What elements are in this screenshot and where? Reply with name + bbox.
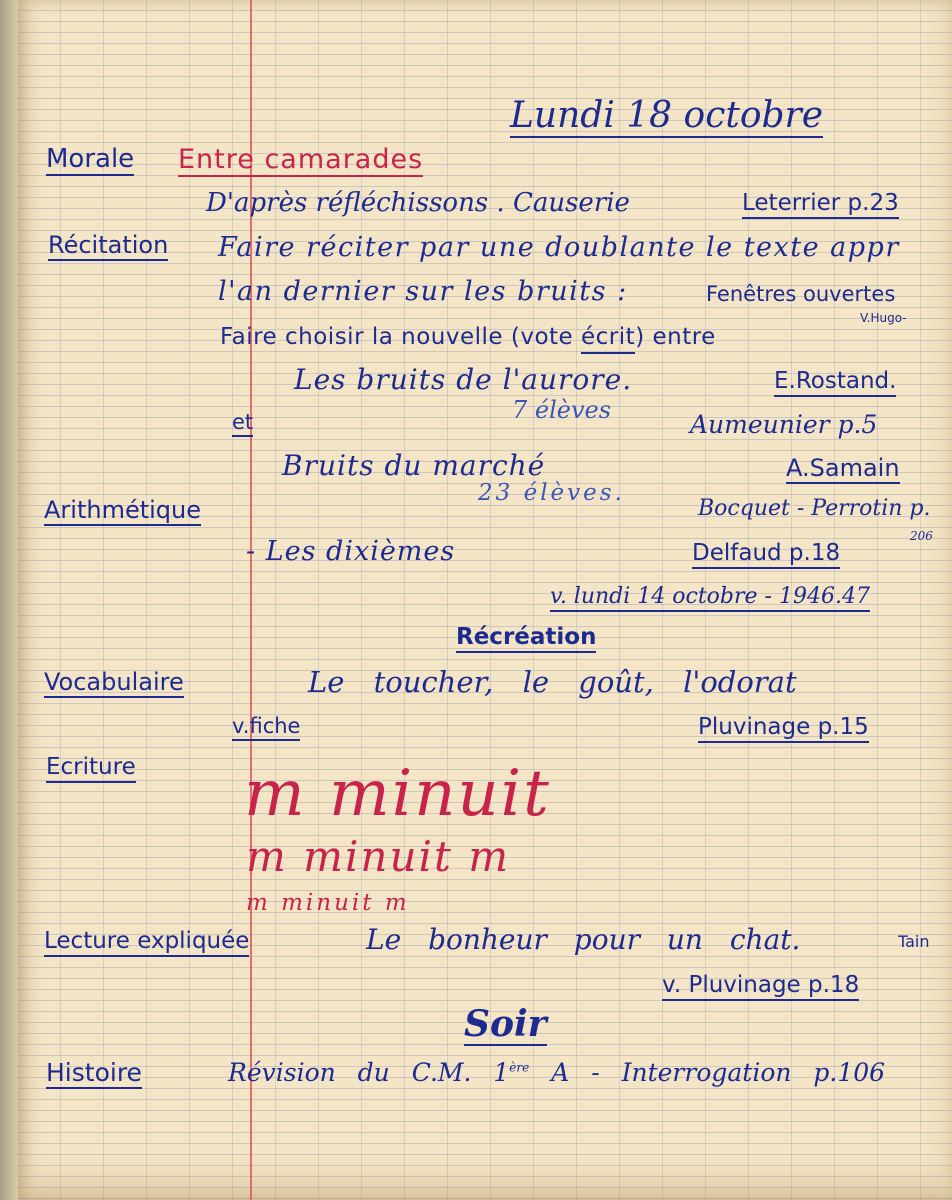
arithmetique-line: - Les dixièmes [246, 536, 456, 567]
histoire-line-a: Révision du C.M. 1 [228, 1058, 510, 1087]
recitation-line3-a: Faire choisir la nouvelle (vote [220, 324, 574, 350]
recitation-line3-c: ) entre [635, 324, 716, 350]
lecture-author: Tain [898, 932, 930, 951]
subject-ecriture: Ecriture [46, 756, 136, 783]
poem1-ref: Aumeunier p.5 [690, 410, 878, 439]
arithmetique-ref1-text: Bocquet - Perrotin p. [698, 496, 931, 521]
vocabulaire-fiche: v.fiche [232, 716, 300, 741]
poem1-author: E.Rostand. [774, 370, 896, 397]
recitation-poem-ref: Fenêtres ouvertes [706, 282, 896, 306]
lecture-ref: v. Pluvinage p.18 [662, 974, 859, 1001]
recitation-line1: Faire réciter par une doublante le texte appr [218, 232, 900, 263]
histoire-line [228, 1060, 885, 1085]
arithmetique-ref3: v. lundi 14 octobre - 1946.47 [550, 586, 870, 612]
ecriture-line1: m minuit [244, 757, 551, 831]
subject-lecture: Lecture expliquée [44, 930, 249, 957]
recitation-author-hugo: V.Hugo- [860, 311, 907, 325]
soir-heading: Soir [464, 1003, 547, 1045]
poem1-title: Les bruits de l'aurore. [294, 363, 633, 396]
arithmetique-ref2: Delfaud p.18 [692, 542, 840, 569]
subject-vocabulaire: Vocabulaire [44, 668, 184, 696]
subject-histoire: Histoire [46, 1058, 142, 1087]
recitation-line3 [220, 326, 716, 349]
subject-morale: Morale [46, 144, 135, 174]
poem1-votes: 7 élèves [512, 396, 612, 424]
subject-recitation: Récitation [48, 231, 169, 259]
poem2-author: A.Samain [786, 454, 900, 482]
histoire-sup: ère [509, 1060, 530, 1075]
morale-ref: Leterrier p.23 [742, 192, 899, 219]
poem-conjunction: et [232, 412, 253, 437]
recitation-line2: l'an dernier sur les bruits : [218, 276, 628, 307]
subject-arithmetique: Arithmétique [44, 496, 202, 524]
vocabulaire-ref: Pluvinage p.15 [698, 716, 869, 743]
recreation-heading: Récréation [456, 626, 596, 653]
ecriture-line2: m minuit m [246, 832, 511, 881]
morale-title: Entre camarades [178, 144, 424, 175]
lecture-line: Le bonheur pour un chat. [366, 923, 801, 956]
ecriture-line3: m minuit m [246, 890, 410, 916]
poem2-votes: 23 élèves. [478, 480, 625, 506]
recitation-line3-b: écrit [581, 324, 635, 354]
arithmetique-ref1-sup: 206 [910, 529, 933, 543]
arithmetique-ref1 [698, 498, 931, 520]
date-heading: Lundi 18 octobre [510, 95, 824, 136]
vocabulaire-line: Le toucher, le goût, l'odorat [308, 665, 797, 699]
poem2-title: Bruits du marché [282, 449, 546, 482]
histoire-line-b: A - Interrogation p.106 [551, 1058, 886, 1087]
morale-line: D'après réfléchissons . Causerie [206, 188, 630, 218]
margin-line [250, 0, 252, 1200]
